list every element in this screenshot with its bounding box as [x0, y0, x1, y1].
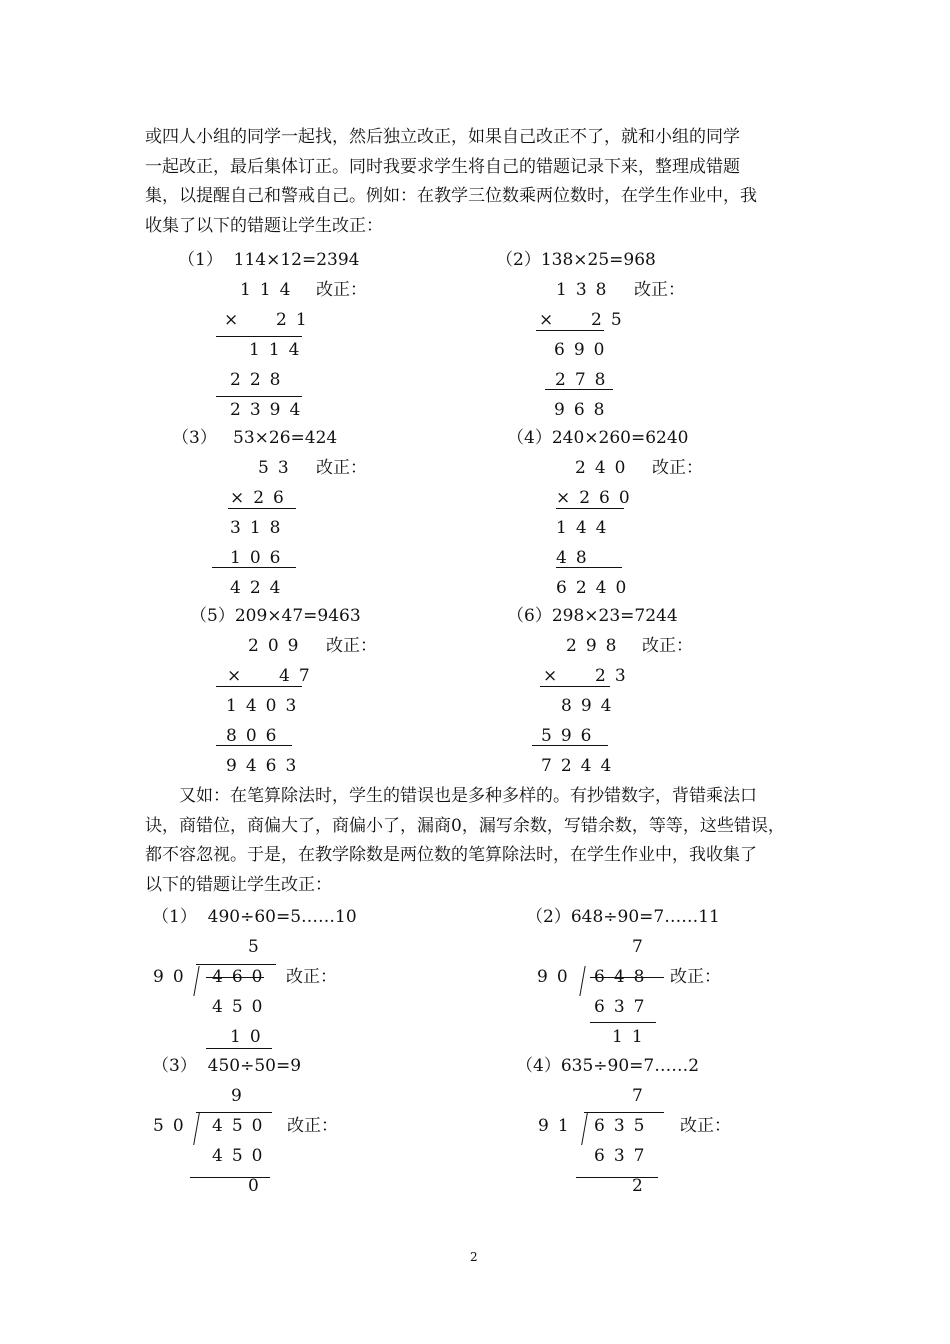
partial-product-2: 278: [555, 370, 615, 390]
dividend: 648: [594, 967, 654, 987]
quotient: 7: [632, 937, 643, 957]
problem-title: （3） 53×26=424: [172, 428, 338, 448]
correction-label: 改正：: [670, 967, 721, 987]
intro-paragraph: [145, 123, 810, 241]
remainder: 11: [612, 1027, 652, 1047]
quotient: 5: [248, 937, 259, 957]
correction-label: 改正：: [642, 636, 693, 656]
intro-line-1: 或四人小组的同学一起找，然后独立改正，如果自己改正不了，就和小组的同学: [145, 127, 740, 147]
multiplicand: 240: [575, 458, 635, 478]
subtract-product: 450: [212, 1146, 272, 1166]
correction-label: 改正：: [326, 636, 377, 656]
multiplicand: 138: [556, 280, 616, 300]
multiplier: ×26: [230, 488, 293, 508]
dividend: 460: [212, 967, 272, 987]
product-result: 6240: [556, 578, 636, 598]
correction-label: 改正：: [287, 1116, 338, 1136]
problem-title: （4）240×260=6240: [507, 428, 689, 448]
product-result: 2394: [230, 400, 310, 420]
remainder: 2: [632, 1176, 643, 1196]
rule-line: [216, 336, 302, 337]
problem-title: （4）635÷90=7……2: [516, 1056, 700, 1076]
partial-product-2: 106: [230, 548, 290, 568]
problem-title: （3） 450÷50=9: [152, 1056, 302, 1076]
divisor: 90: [537, 967, 577, 987]
product-result: 424: [230, 578, 290, 598]
product-result: 7244: [541, 756, 621, 776]
quotient: 7: [632, 1086, 643, 1106]
subtract-product: 450: [212, 997, 272, 1017]
rule-line: [545, 389, 613, 390]
problem-title: （1） 490÷60=5……10: [152, 907, 357, 927]
dividend: 635: [594, 1116, 654, 1136]
division-bracket: [579, 966, 585, 996]
remainder: 10: [230, 1027, 270, 1047]
partial-product-2: 596: [541, 726, 601, 746]
partial-product-1: 144: [556, 518, 616, 538]
dividend: 450: [212, 1116, 272, 1136]
partial-product-1: 1403: [226, 696, 306, 716]
partial-product-1: 318: [230, 518, 290, 538]
divisor: 90: [153, 967, 193, 987]
multiplier: ×260: [556, 488, 639, 508]
partial-product-2: 806: [226, 726, 286, 746]
rule-line: [216, 745, 292, 746]
division-paragraph: [145, 782, 810, 900]
subtract-product: 637: [594, 1146, 654, 1166]
quotient: 9: [231, 1086, 242, 1106]
subtract-product: 637: [594, 997, 654, 1017]
rule-line: [532, 745, 608, 746]
partial-product-2: 228: [230, 370, 290, 390]
multiplier: × 47: [227, 666, 319, 686]
partial-product-1: 894: [561, 696, 621, 716]
rule-line: [212, 567, 296, 568]
divisor: 50: [153, 1116, 193, 1136]
strike-line: [206, 977, 264, 978]
multiplicand: 298: [566, 636, 626, 656]
multiplicand: 53: [258, 458, 298, 478]
division-line-1: 又如：在笔算除法时，学生的错误也是多种多样的。有抄错数字，背错乘法口: [179, 786, 757, 806]
division-bar: [584, 1112, 664, 1113]
division-line-2: 诀，商错位，商偏大了，商偏小了，漏商0，漏写余数，写错余数，等等，这些错误，: [145, 815, 785, 836]
division-bar: [196, 964, 276, 965]
rule-line: [556, 567, 622, 568]
correction-label: 改正：: [634, 280, 685, 300]
multiplicand: 209: [248, 636, 308, 656]
multiplier: × 23: [543, 666, 635, 686]
rule-line: [206, 1048, 272, 1049]
correction-label: 改正：: [316, 458, 367, 478]
division-bracket: [193, 966, 199, 996]
multiplicand: 114: [240, 280, 300, 300]
division-bar: [196, 1112, 272, 1113]
correction-label: 改正：: [652, 458, 703, 478]
remainder: 0: [248, 1176, 259, 1196]
rule-line: [556, 508, 624, 509]
problem-title: （1） 114×12=2394: [178, 250, 360, 270]
correction-label: 改正：: [316, 280, 367, 300]
problem-title: （5）209×47=9463: [190, 606, 361, 626]
partial-product-1: 114: [249, 340, 309, 360]
problem-title: （2）648÷90=7……11: [526, 907, 720, 927]
intro-line-2: 一起改正，最后集体订正。同时我要求学生将自己的错题记录下来，整理成错题: [145, 156, 740, 177]
partial-product-1: 690: [554, 340, 614, 360]
multiplier: × 21: [224, 310, 316, 330]
problem-title: （6）298×23=7244: [507, 606, 678, 626]
division-bracket: [193, 1113, 200, 1145]
division-bracket: [581, 1113, 588, 1145]
divisor: 91: [538, 1116, 578, 1136]
rule-line: [576, 1177, 658, 1178]
product-result: 968: [554, 400, 614, 420]
rule-line: [540, 686, 610, 687]
division-line-3: 都不容忽视。于是，在教学除数是两位数的笔算除法时，在学生作业中，我收集了: [145, 845, 757, 866]
rule-line: [536, 330, 604, 331]
product-result: 9463: [226, 756, 306, 776]
multiplier: × 25: [539, 310, 631, 330]
division-line-4: 以下的错题让学生改正：: [145, 874, 332, 895]
page-number: 2: [470, 1250, 478, 1264]
rule-line: [228, 508, 296, 509]
partial-product-2: 48: [556, 548, 596, 568]
rule-line: [590, 1022, 656, 1023]
rule-line: [216, 396, 302, 397]
problem-title: （2）138×25=968: [496, 250, 656, 270]
correction-label: 改正：: [286, 967, 337, 987]
strike-line: [590, 977, 664, 978]
intro-line-3: 集，以提醒自己和警戒自己。例如：在教学三位数乘两位数时，在学生作业中，我: [145, 186, 757, 207]
rule-line: [216, 686, 302, 687]
correction-label: 改正：: [680, 1116, 731, 1136]
intro-line-4: 收集了以下的错题让学生改正：: [145, 215, 383, 236]
